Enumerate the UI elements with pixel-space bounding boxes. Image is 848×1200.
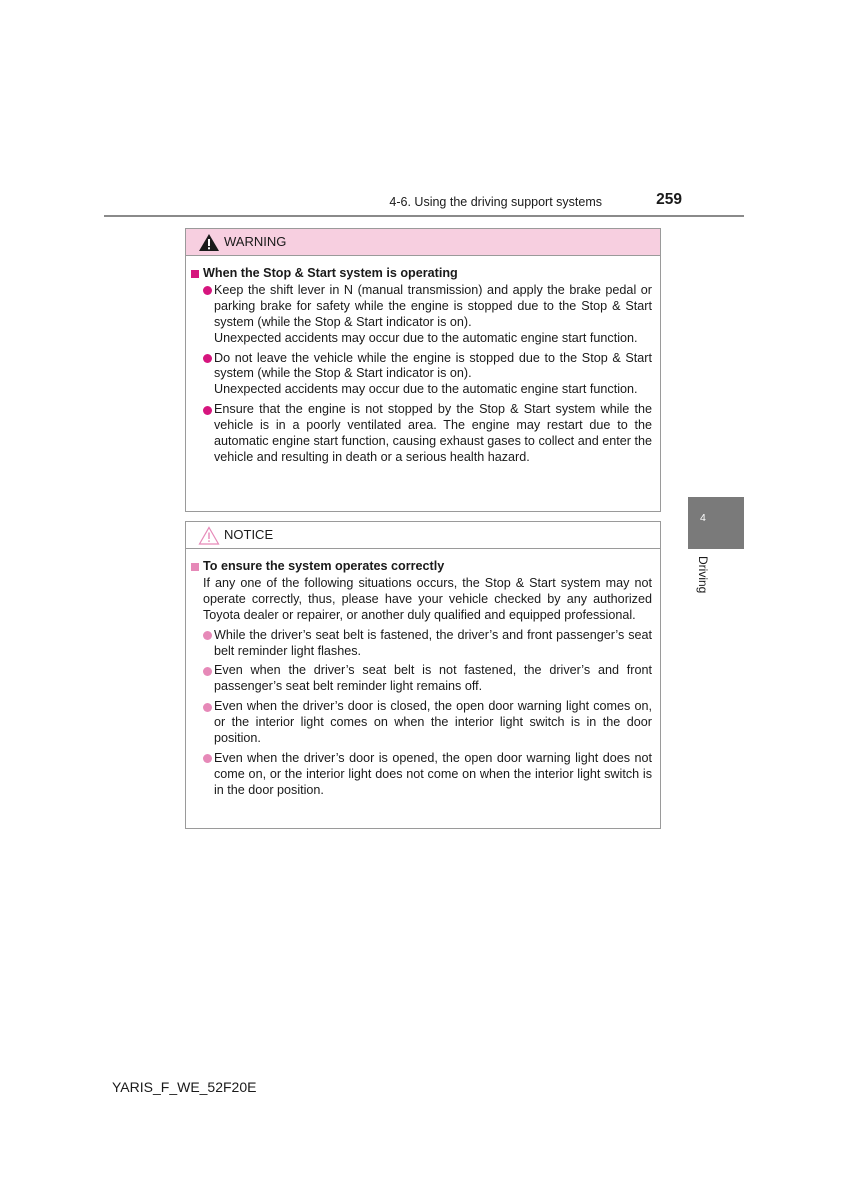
warning-bullet [190,351,656,399]
header-divider [104,215,744,217]
warning-triangle-icon [198,233,220,252]
round-bullet-icon [203,667,212,676]
notice-bullet [190,663,656,695]
page-number: 259 [656,191,682,208]
notice-intro: If any one of the following situations occurs, the Stop & Start system may not operate correctly, thus, please have your vehicle checked by any authorized Toyota dealer or repairer, or another duly qualified and equipped professional. [203,575,652,622]
round-bullet-icon [203,754,212,763]
round-bullet-icon [203,286,212,295]
warning-body [186,256,660,466]
notice-body [186,549,660,799]
bullet-text: Unexpected accidents may occur due to the automatic engine start function. [214,330,638,345]
bullet-text: Even when the driver’s door is opened, the open door warning light does not come on, or the interior light does not come on when the interior light switch is in the door position. [214,750,652,797]
warning-heading-text: When the Stop & Start system is operating [203,266,458,280]
warning-bullet [190,402,656,466]
notice-heading-text: To ensure the system operates correctly [203,559,445,573]
notice-triangle-icon [198,526,220,545]
document-code: YARIS_F_WE_52F20E [112,1079,257,1095]
notice-bullet [190,699,656,747]
chapter-number: 4 [700,512,706,524]
notice-header [186,522,660,549]
chapter-label: Driving [696,556,710,594]
bullet-text: Even when the driver’s seat belt is not fastened, the driver’s and front passenger’s seat belt reminder light remains off. [214,663,652,694]
bullet-text: Even when the driver’s door is closed, the open door warning light comes on, or the interior light comes on when the interior light switch is in the door position. [214,699,652,746]
notice-bullet [190,751,656,799]
section-title: 4-6. Using the driving support systems [389,195,602,209]
bullet-text: Ensure that the engine is not stopped by the Stop & Start system while the vehicle is in a poorly ventilated area. The engine may restart due to the automatic engine start function, causing exhaust gases to collect and enter the vehicle and resulting in death or a serious health hazard. [214,402,652,464]
page-header [104,188,744,214]
warning-header [186,229,660,256]
notice-label: NOTICE [224,527,274,542]
notice-box [185,521,661,829]
warning-bullet [190,283,656,347]
bullet-text: Do not leave the vehicle while the engine is stopped due to the Stop & Start system (while the Stop & Start indicator is on). [214,350,652,381]
square-bullet-icon [191,563,199,571]
bullet-text: While the driver’s seat belt is fastened, the driver’s and front passenger’s seat belt reminder light flashes. [214,627,652,658]
bullet-text: Keep the shift lever in N (manual transmission) and apply the brake pedal or parking brake for safety while the engine is stopped due to the Stop & Start system (while the Stop & Start indicator is on). [214,282,652,329]
bullet-text: Unexpected accidents may occur due to the automatic engine start function. [214,382,638,397]
warning-box [185,228,661,512]
round-bullet-icon [203,703,212,712]
square-bullet-icon [191,270,199,278]
notice-bullet [190,628,656,660]
round-bullet-icon [203,354,212,363]
chapter-tab [688,497,744,549]
warning-heading [190,266,656,282]
notice-heading [190,559,656,575]
warning-label: WARNING [224,234,287,249]
round-bullet-icon [203,406,212,415]
round-bullet-icon [203,631,212,640]
